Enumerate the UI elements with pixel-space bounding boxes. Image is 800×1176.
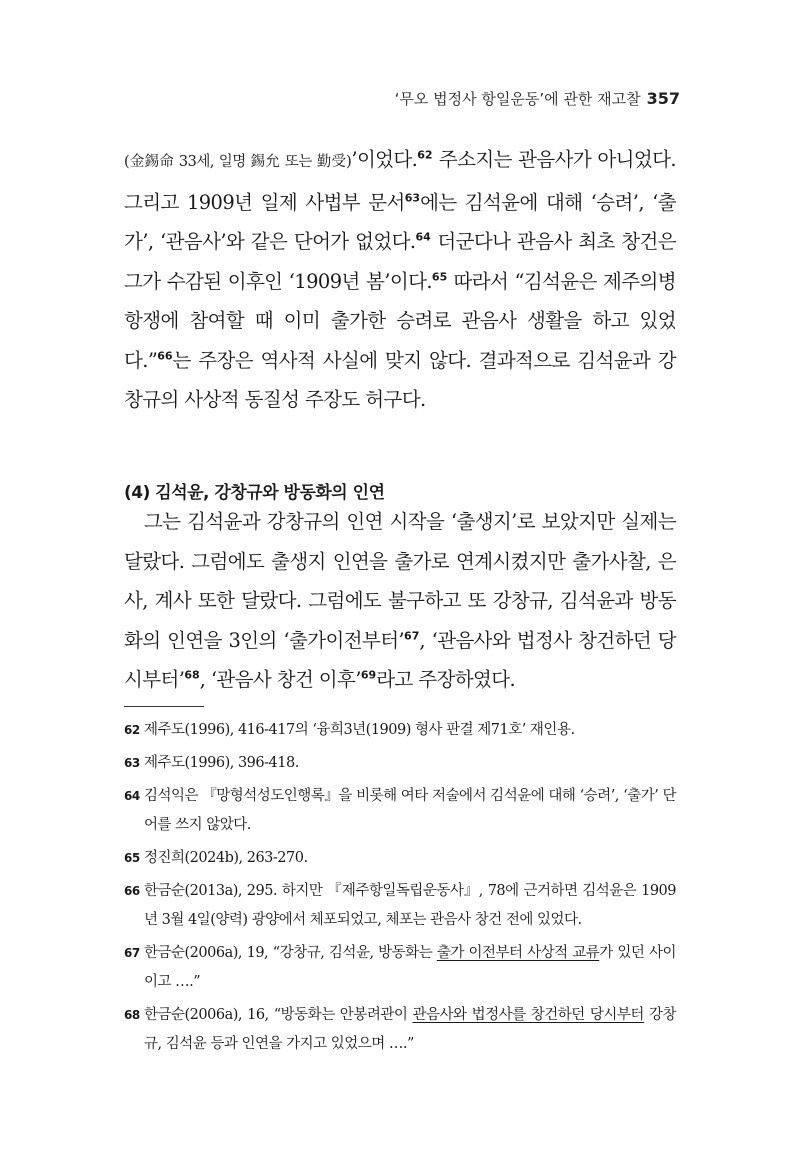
footnote-65 <box>124 844 676 873</box>
text-run: , ‘관음사와 법정사 창건하던 당시부터’ <box>124 628 677 691</box>
footnote-ref-67[interactable]: 67 <box>404 629 420 642</box>
section-heading: (4) 김석윤, 강창규와 방동화의 인연 <box>124 483 385 503</box>
page-number: 357 <box>646 89 680 108</box>
text-run: 더군다나 관음사 최초 창건은 그가 수감된 이후인 ‘1909년 봄’이다. <box>124 230 676 293</box>
footnote-62 <box>124 716 676 745</box>
body-paragraph <box>124 140 676 420</box>
footnote-text: 한금순(2013a), 295. 하지만 『제주항일독립운동사』, 78에 근거하면 김석윤은 1909년 3월 4일(양력) 광양에서 체포되었고, 체포는 관음사 창건 전에 있었다. <box>144 883 676 928</box>
footnote-68 <box>124 1001 676 1059</box>
footnote-text: 제주도(1996), 396-418. <box>144 755 299 771</box>
name-note: (金錫命 33세, 일명 錫允 또는 勤受) <box>124 154 352 170</box>
footnote-number: 67 <box>124 946 140 960</box>
text-run: 그는 김석윤과 강창규의 인연 시작을 ‘출생지’로 보았지만 실제는 달랐다. 그럼에도 출생지 인연을 출가로 연계시켰지만 출가사찰, 은사, 계사 또한 달랐다. 그럼에도 불구하고 또 강창규, 김석윤과 방동화의 인연을 3인의 ‘출가이전부터’ <box>124 510 676 652</box>
footnote-underlined-text: 출가 이전부터 사상적 교류 <box>436 945 600 961</box>
footnote-ref-63[interactable]: 63 <box>404 191 421 204</box>
section-text <box>124 502 676 700</box>
footnote-ref-68[interactable]: 68 <box>184 668 200 682</box>
footnote-ref-69[interactable]: 69 <box>360 668 377 682</box>
footnote-number: 65 <box>124 851 140 865</box>
footnote-number: 62 <box>124 723 140 737</box>
footnote-number: 66 <box>124 884 140 898</box>
text-run: 는 주장은 역사적 사실에 맞지 않다. 결과적으로 김석윤과 강창규의 사상적 동질성 주장도 허구다. <box>124 348 676 411</box>
text-run: 에는 김석윤에 대해 ‘승려’, ‘출가’, ‘관음사’와 같은 단어가 없었다. <box>124 190 676 253</box>
footnote-text: 가 있던 사이이고 ….” <box>144 945 676 990</box>
footnote-63 <box>124 749 676 778</box>
footnote-text: 정진희(2024b), 263-270. <box>144 850 308 866</box>
footnote-64 <box>124 782 676 840</box>
body-text <box>124 140 676 420</box>
text-run: 라고 주장하였다. <box>376 668 516 691</box>
footnote-text: 한금순(2006a), 16, “방동화는 안봉려관이 <box>144 1007 413 1023</box>
footnote-ref-66[interactable]: 66 <box>157 349 173 362</box>
footnote-text: 강창규, 김석윤 등과 인연을 가지고 있었으며 ….” <box>144 1007 676 1052</box>
footnote-text: 김석익은 『망형석성도인행록』을 비롯해 여타 저술에서 김석윤에 대해 ‘승려’, ‘출가’ 단어를 쓰지 않았다. <box>144 788 676 833</box>
text-run: , ‘관음사 창건 이후’ <box>199 668 361 691</box>
running-head-title: ‘무오 법정사 항일운동’에 관한 재고찰 <box>394 90 641 108</box>
footnote-ref-64[interactable]: 64 <box>415 230 431 244</box>
section-paragraph <box>124 502 676 700</box>
footnote-text: 제주도(1996), 416-417의 ‘융희3년(1909) 형사 판결 제71호’ 재인용. <box>144 722 575 738</box>
footnote-text: 한금순(2006a), 19, “강창규, 김석윤, 방동화는 <box>144 945 437 961</box>
text-run: 주소지는 관음사가 아니었다. 그리고 1909년 일제 사법부 문서 <box>124 148 676 214</box>
footnote-ref-62[interactable]: 62 <box>417 148 433 162</box>
running-head <box>395 88 680 109</box>
footnote-number: 63 <box>124 756 140 770</box>
footnote-ref-65[interactable]: 65 <box>431 270 448 283</box>
footnote-66 <box>124 877 676 935</box>
footnote-divider <box>124 706 204 707</box>
footnotes <box>124 716 676 1063</box>
text-run: ’이었다. <box>351 148 418 171</box>
text-run: 따라서 “김석윤은 제주의병항쟁에 참여할 때 이미 출가한 승려로 관음사 생활을 하고 있었다.” <box>124 269 676 372</box>
footnote-number: 68 <box>124 1008 140 1022</box>
footnote-underlined-text: 관음사와 법정사를 창건하던 당시부터 <box>412 1007 644 1023</box>
footnote-67 <box>124 939 676 997</box>
footnote-number: 64 <box>124 789 140 803</box>
